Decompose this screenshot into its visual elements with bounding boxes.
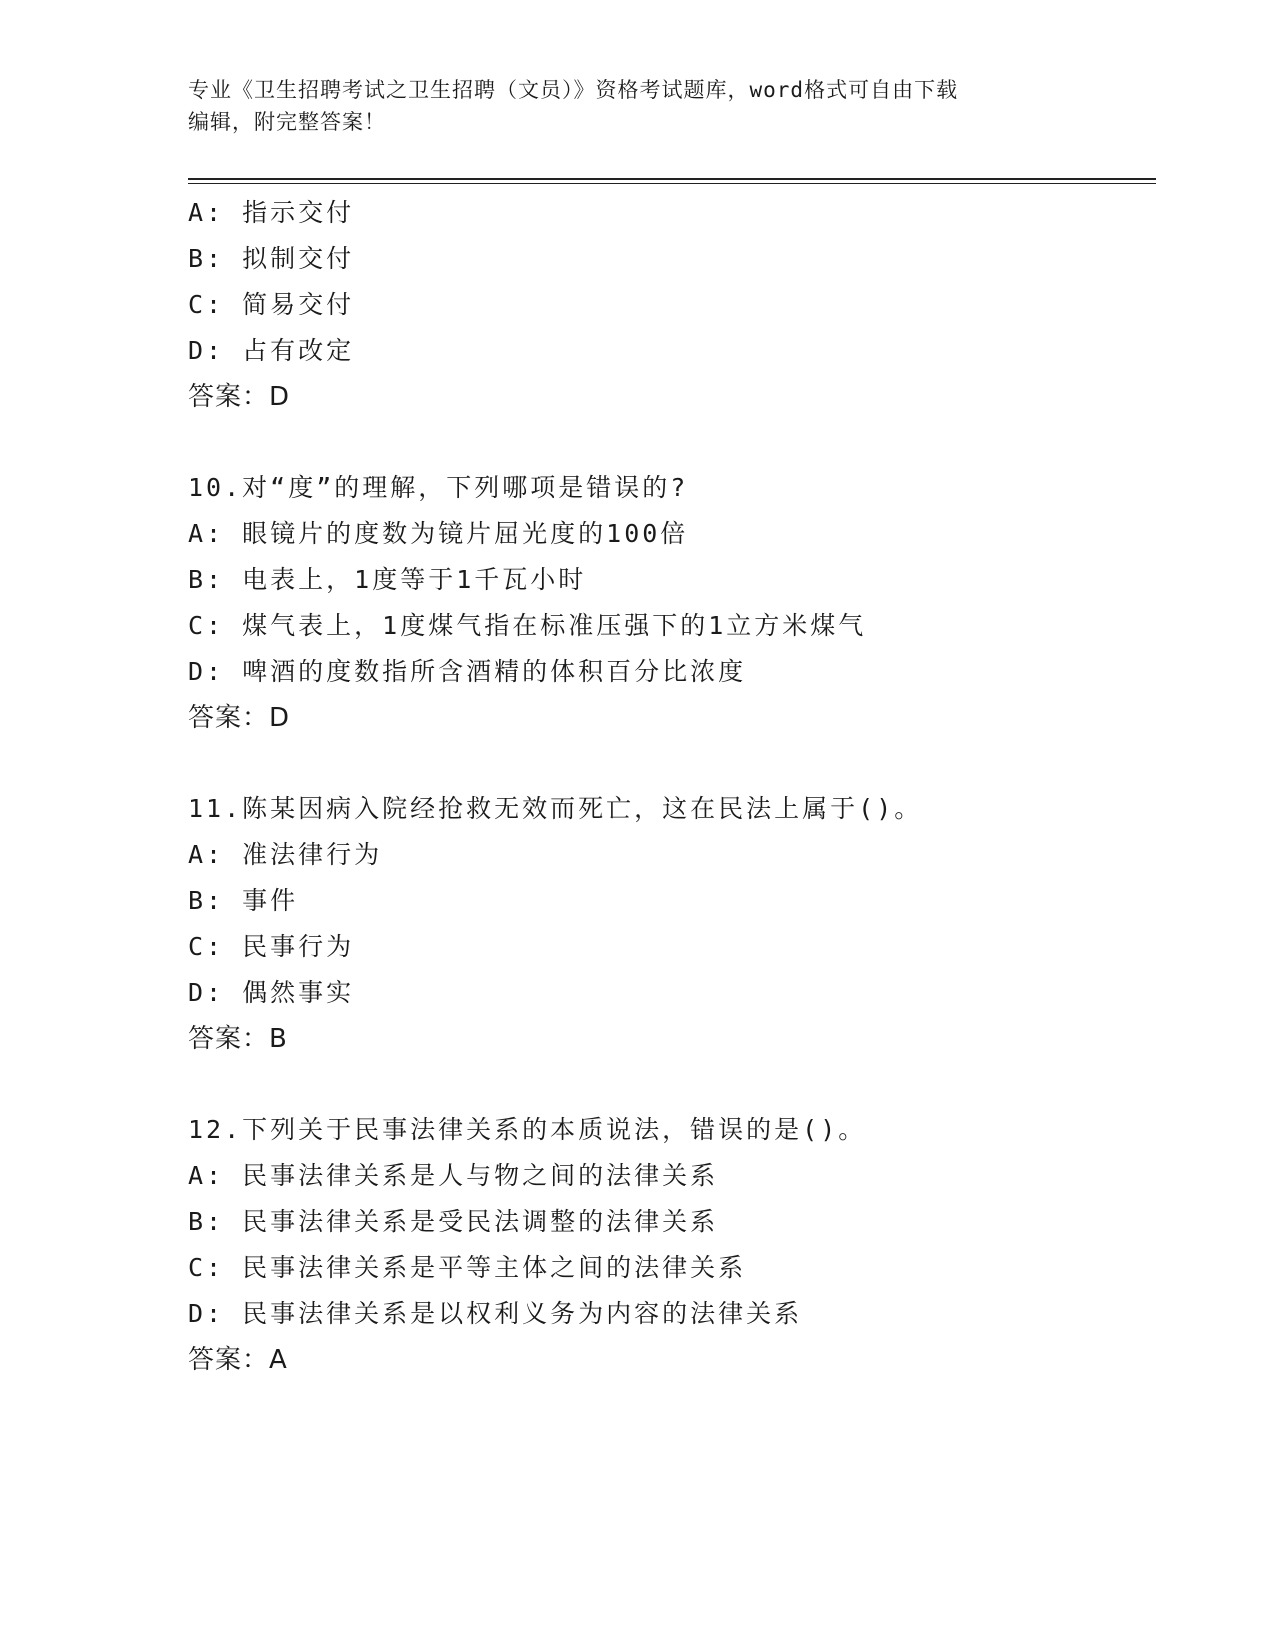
option-b: B: 拟制交付 — [188, 244, 355, 273]
option-b: B: 事件 — [188, 886, 299, 915]
question-list — [188, 190, 1148, 1383]
header-line-1: 专业《卫生招聘考试之卫生招聘（文员）》资格考试题库，word格式可自由下载 — [188, 78, 959, 102]
answer-line: 答案：A — [188, 1345, 288, 1375]
option-a: A: 民事法律关系是人与物之间的法律关系 — [188, 1161, 719, 1190]
spacer — [188, 1062, 1148, 1107]
question-block-10 — [188, 465, 1148, 741]
option-d: D: 偶然事实 — [188, 978, 355, 1007]
question-text: 11.陈某因病入院经抢救无效而死亡，这在民法上属于()。 — [188, 794, 923, 823]
option-d: D: 占有改定 — [188, 336, 355, 365]
spacer — [188, 741, 1148, 786]
spacer — [188, 420, 1148, 465]
option-c: C: 民事行为 — [188, 932, 355, 961]
question-text: 12.下列关于民事法律关系的本质说法，错误的是()。 — [188, 1115, 867, 1144]
option-c: C: 民事法律关系是平等主体之间的法律关系 — [188, 1253, 747, 1282]
header-divider-thin — [188, 183, 1156, 184]
option-a: A: 准法律行为 — [188, 840, 383, 869]
answer-line: 答案：D — [188, 382, 291, 412]
option-a: A: 眼镜片的度数为镜片屈光度的100倍 — [188, 519, 689, 548]
answer-line: 答案：D — [188, 703, 291, 733]
question-block-12 — [188, 1107, 1148, 1383]
option-d: D: 民事法律关系是以权利义务为内容的法律关系 — [188, 1299, 803, 1328]
option-c: C: 简易交付 — [188, 290, 355, 319]
question-block-11 — [188, 786, 1148, 1062]
question-block-9 — [188, 190, 1148, 420]
question-text: 10.对“度”的理解，下列哪项是错误的? — [188, 473, 689, 502]
answer-line: 答案：B — [188, 1024, 288, 1054]
header-line-2: 编辑，附完整答案！ — [188, 110, 386, 134]
option-c: C: 煤气表上，1度煤气指在标准压强下的1立方米煤气 — [188, 611, 867, 640]
option-b: B: 民事法律关系是受民法调整的法律关系 — [188, 1207, 719, 1236]
option-b: B: 电表上，1度等于1千瓦小时 — [188, 565, 587, 594]
header-divider-thick — [188, 178, 1156, 180]
document-header — [188, 74, 1088, 138]
option-d: D: 啤酒的度数指所含酒精的体积百分比浓度 — [188, 657, 747, 686]
option-a: A: 指示交付 — [188, 198, 355, 227]
